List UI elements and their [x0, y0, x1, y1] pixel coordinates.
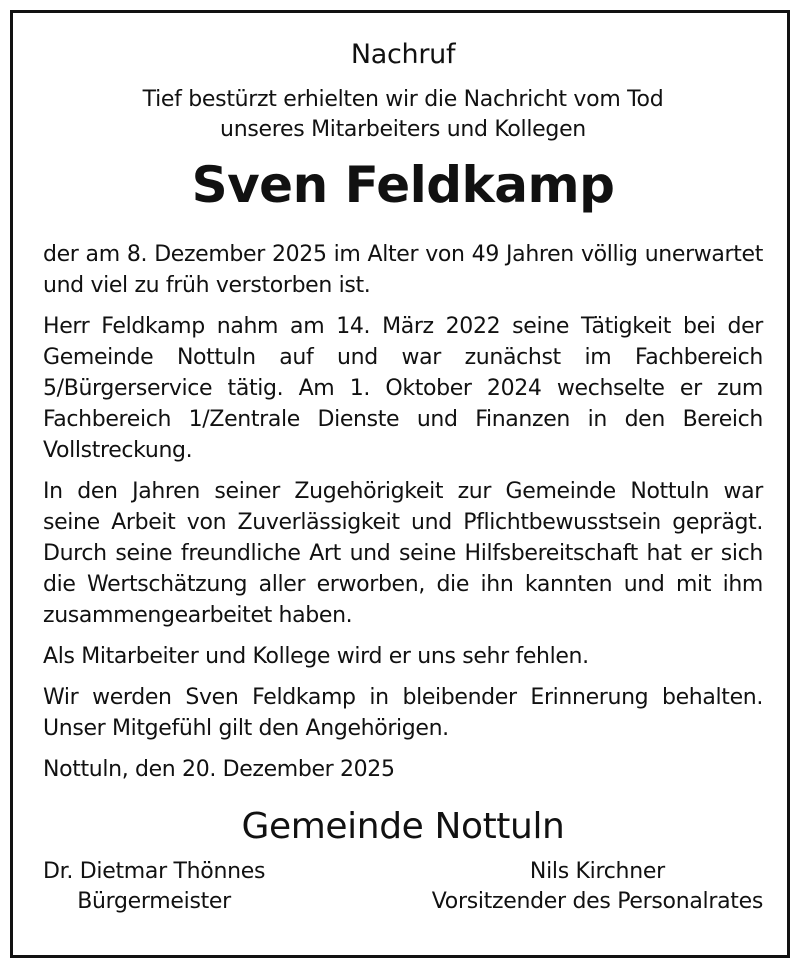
place-date: Nottuln, den 20. Dezember 2025	[43, 757, 395, 782]
obituary-content	[43, 37, 763, 917]
paragraph: In den Jahren seiner Zugehörigkeit zur Gemeinde Nottuln war seine Arbeit von Zuverlässigkeit und Pflichtbewusstsein geprägt. Durch seine freundliche Art und seine Hilfsbereitschaft hat er sich die Wertschätzung aller erworben, die ihn kannten und mit ihm zusammengearbeitet haben.	[43, 479, 763, 628]
paragraph: Wir werden Sven Feldkamp in bleibender Erinnerung behalten. Unser Mitgefühl gilt den Angehörigen.	[43, 685, 763, 741]
intro-line: Tief bestürzt erhielten wir die Nachricht vom Tod	[142, 87, 664, 112]
obituary-heading: Nachruf	[350, 39, 456, 70]
paragraph: der am 8. Dezember 2025 im Alter von 49 Jahren völlig unerwartet und viel zu früh verstorben ist.	[43, 242, 763, 298]
signatory-name: Nils Kirchner	[529, 859, 665, 884]
sender-organization: Gemeinde Nottuln	[241, 806, 565, 847]
signatory-role: Bürgermeister	[77, 889, 231, 914]
signatory-role: Vorsitzender des Personalrates	[431, 889, 763, 914]
signatory-name: Dr. Dietmar Thönnes	[43, 859, 266, 884]
signatures	[43, 857, 763, 917]
signatory	[43, 857, 265, 917]
intro-line: unseres Mitarbeiters und Kollegen	[220, 117, 586, 142]
deceased-name: Sven Feldkamp	[191, 156, 615, 214]
paragraph: Als Mitarbeiter und Kollege wird er uns sehr fehlen.	[43, 644, 589, 669]
paragraph: Herr Feldkamp nahm am 14. März 2022 seine Tätigkeit bei der Gemeinde Nottuln auf und war zunächst im Fachbereich 5/Bürgerservice tätig. Am 1. Oktober 2024 wechselte er zum Fachbereich 1/Zentrale Dienste und Finanzen in den Bereich Vollstreckung.	[43, 314, 763, 463]
obituary-frame	[10, 10, 790, 958]
signatory	[432, 857, 763, 917]
